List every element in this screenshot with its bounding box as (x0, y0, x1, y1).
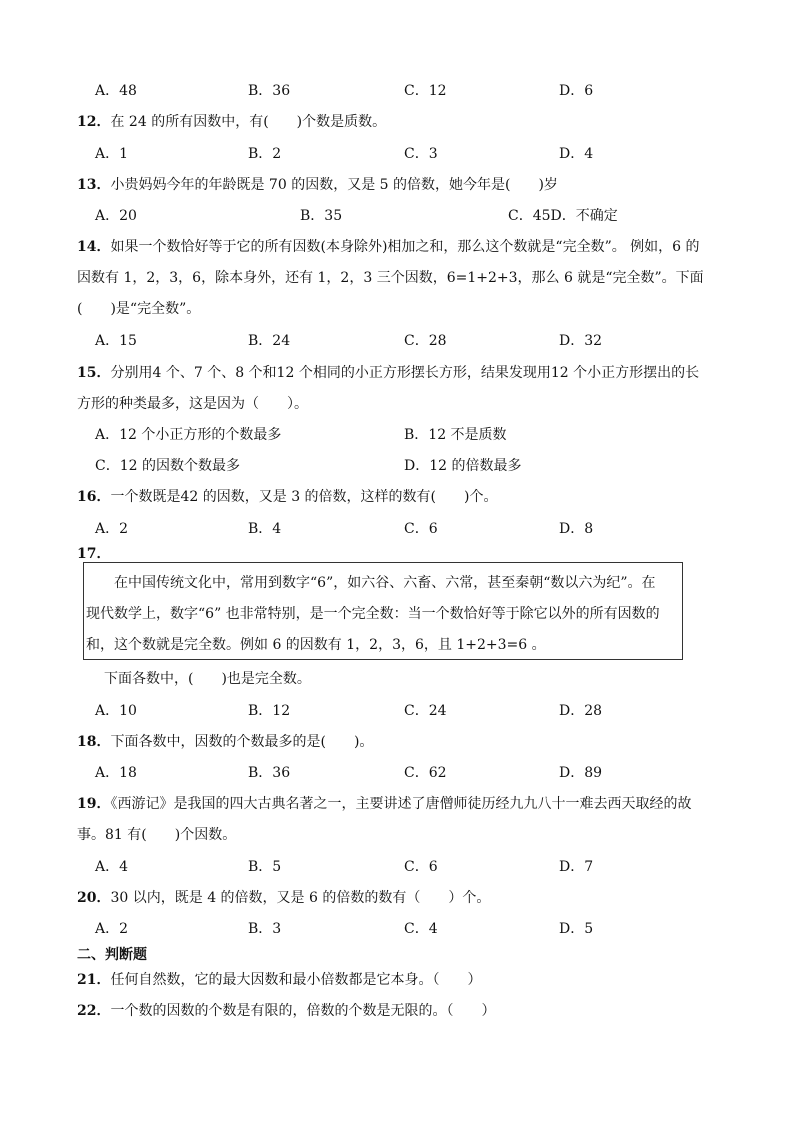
q17-passage-line2: 现代数学上，数字“6” 也非常特别，是一个完全数：当一个数恰好等于除它以外的所有因数的 (86, 606, 660, 622)
q19-option-c[interactable]: C．6 (404, 859, 438, 875)
q20-number: 20． (77, 890, 111, 906)
q21-text[interactable]: 任何自然数，它的最大因数和最小倍数都是它本身。（ ） (110, 972, 482, 988)
q14-option-d[interactable]: D．32 (559, 333, 603, 349)
q12-text: 在 24 的所有因数中，有( )个数是质数。 (110, 114, 387, 130)
q20-option-a[interactable]: A．2 (95, 921, 129, 937)
q17-stem (77, 544, 110, 564)
q17-option-a[interactable]: A．10 (95, 703, 137, 719)
q12-option-a[interactable]: A．1 (95, 146, 129, 162)
q13-number: 13． (77, 177, 111, 193)
q15-number: 15． (77, 365, 111, 381)
q20-text: 30 以内，既是 4 的倍数，又是 6 的倍数的数有（ ）个。 (110, 890, 491, 906)
q18-option-b[interactable]: B．36 (248, 765, 291, 781)
q19-number: 19． (77, 796, 111, 812)
q16-text: 一个数既是42 的因数，又是 3 的倍数，这样的数有( )个。 (110, 489, 498, 505)
q20-option-d[interactable]: D．5 (559, 921, 594, 937)
q17-option-d[interactable]: D．28 (559, 703, 603, 719)
q17-passage-line3: 和，这个数就是完全数。例如 6 的因数有 1，2，3，6，且 1+2+3=6 。 (86, 637, 546, 653)
q18-number: 18． (77, 734, 111, 750)
q19-stem-line2: 事。81 有( )个因数。 (77, 827, 237, 843)
section-heading-true-false: 二、判断题 (77, 947, 147, 963)
q14-stem-line1 (77, 237, 700, 257)
q17-number: 17． (77, 546, 111, 562)
q12-option-c[interactable]: C．3 (404, 146, 438, 162)
q22-number: 22． (77, 1003, 111, 1019)
q17-option-c[interactable]: C．24 (404, 703, 447, 719)
q14-stem-line3: ( )是“完全数”。 (77, 301, 201, 317)
q18-option-c[interactable]: C．62 (404, 765, 447, 781)
q12-option-b[interactable]: B．2 (248, 146, 282, 162)
q13-option-b[interactable]: B．35 (300, 208, 343, 224)
q16-option-c[interactable]: C．6 (404, 521, 438, 537)
q12-number: 12． (77, 114, 111, 130)
q21-stem (77, 970, 481, 990)
q15-stem-line2: 方形的种类最多，这是因为（ ）。 (77, 396, 308, 412)
q15-text-line1: 分别用4 个、7 个、8 个和12 个相同的小正方形摆长方形，结果发现用12 个小正方形摆出的长 (110, 365, 700, 381)
q15-option-a[interactable]: A．12 个小正方形的个数最多 (95, 427, 282, 443)
q20-stem (77, 888, 490, 908)
q11-option-d[interactable]: D．6 (559, 83, 594, 99)
q12-stem (77, 112, 386, 132)
q14-option-c[interactable]: C．28 (404, 333, 447, 349)
q15-option-c[interactable]: C．12 的因数个数最多 (95, 458, 240, 474)
q19-stem-line1 (77, 794, 691, 814)
q15-option-b[interactable]: B．12 不是质数 (404, 427, 507, 443)
q13-stem (77, 175, 558, 195)
q14-text-line1: 如果一个数恰好等于它的所有因数(本身除外)相加之和，那么这个数就是“完全数”。 例如，6 的 (110, 239, 700, 255)
q17-passage-line1: 在中国传统文化中，常用到数字“6”，如六谷、六畜、六常，甚至秦朝“数以六为纪”。在 (114, 575, 656, 591)
q17-option-b[interactable]: B．12 (248, 703, 291, 719)
q16-number: 16． (77, 489, 111, 505)
q11-option-a[interactable]: A．48 (95, 83, 137, 99)
q19-option-d[interactable]: D．7 (559, 859, 594, 875)
q21-number: 21． (77, 972, 111, 988)
q14-option-b[interactable]: B．24 (248, 333, 291, 349)
q15-stem-line1 (77, 363, 699, 383)
q19-option-a[interactable]: A．4 (95, 859, 129, 875)
q16-option-b[interactable]: B．4 (248, 521, 282, 537)
q22-text[interactable]: 一个数的因数的个数是有限的，倍数的个数是无限的。（ ） (110, 1003, 496, 1019)
q15-option-d[interactable]: D．12 的倍数最多 (404, 458, 522, 474)
q16-option-d[interactable]: D．8 (559, 521, 594, 537)
q14-stem-line2: 因数有 1，2，3，6，除本身外，还有 1，2，3 三个因数，6=1+2+3，那么 6 就是“完全数”。下面 (77, 270, 704, 286)
q13-option-cd[interactable]: C．45D．不确定 (508, 208, 618, 224)
q18-option-d[interactable]: D．89 (559, 765, 603, 781)
q16-option-a[interactable]: A．2 (95, 521, 129, 537)
q14-option-a[interactable]: A．15 (95, 333, 137, 349)
q19-text-line1: 《西游记》是我国的四大古典名著之一，主要讲述了唐僧师徒历经九九八十一难去西天取经的故 (110, 796, 692, 812)
q22-stem (77, 1001, 495, 1021)
q17-passage-box (83, 562, 683, 660)
q14-number: 14． (77, 239, 111, 255)
q11-option-c[interactable]: C．12 (404, 83, 447, 99)
q13-text: 小贵妈妈今年的年龄既是 70 的因数，又是 5 的倍数，她今年是( )岁 (110, 177, 558, 193)
q20-option-b[interactable]: B．3 (248, 921, 282, 937)
q17-question: 下面各数中，( )也是完全数。 (104, 671, 311, 687)
q13-option-a[interactable]: A．20 (95, 208, 137, 224)
q19-option-b[interactable]: B．5 (248, 859, 282, 875)
q18-text: 下面各数中，因数的个数最多的是( )。 (110, 734, 374, 750)
q18-option-a[interactable]: A．18 (95, 765, 137, 781)
q18-stem (77, 732, 373, 752)
q16-stem (77, 487, 497, 507)
q20-option-c[interactable]: C．4 (404, 921, 438, 937)
q11-option-b[interactable]: B．36 (248, 83, 291, 99)
q12-option-d[interactable]: D．4 (559, 146, 594, 162)
